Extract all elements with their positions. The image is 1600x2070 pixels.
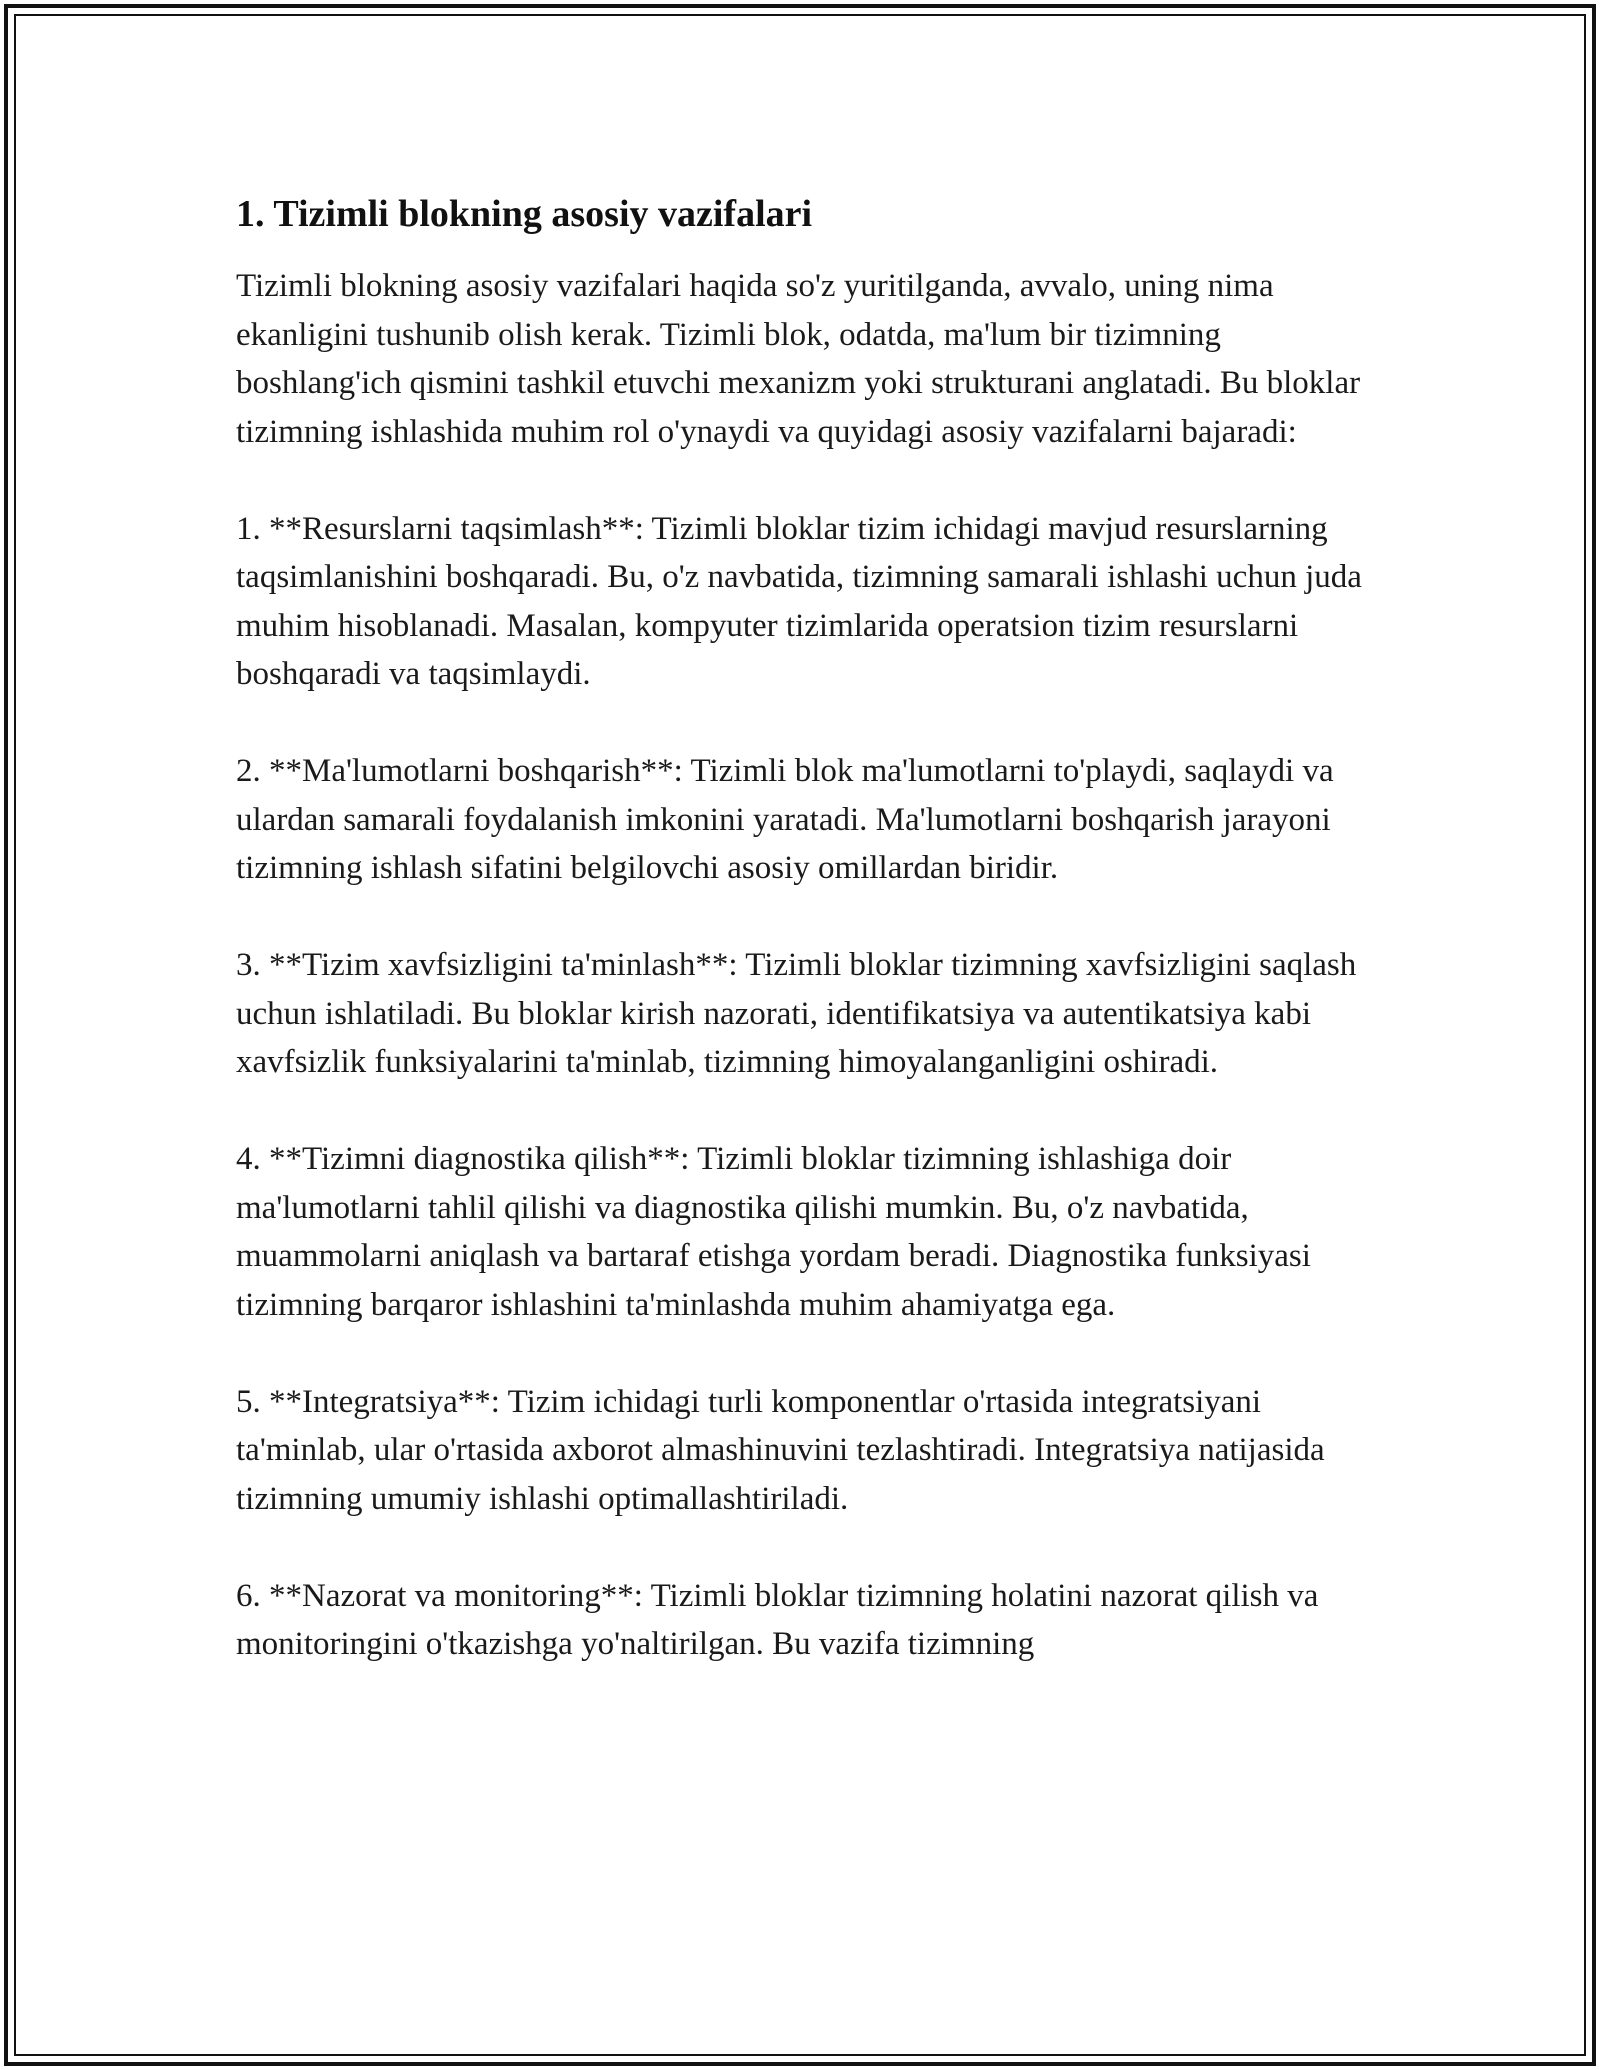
document-body bbox=[236, 188, 1376, 1669]
section-heading: 1. Tizimli blokning asosiy vazifalari bbox=[236, 193, 813, 235]
list-item-data-management: 2. **Ma'lumotlarni boshqarish**: Tizimli blok ma'lumotlarni to'playdi, saqlaydi va ulardan samarali foydalanish imkonini yaratadi. Ma'lumotlarni boshqarish jarayoni tizimning ishlash sifatini belgilovchi asosiy omillardan biridir. bbox=[236, 753, 1334, 886]
list-item-monitoring: 6. **Nazorat va monitoring**: Tizimli bloklar tizimning holatini nazorat qilish va monitoringini o'tkazishga yo'naltirilgan. Bu vazifa tizimning bbox=[236, 1577, 1319, 1662]
list-item-resources: 1. **Resurslarni taqsimlash**: Tizimli bloklar tizim ichidagi mavjud resurslarning taqsimlanishini boshqaradi. Bu, o'z navbatida, tizimning samarali ishlashi uchun juda muhim hisoblanadi. Masalan, kompyuter tizimlarida operatsion tizim resurslarni boshqaradi va taqsimlaydi. bbox=[236, 510, 1362, 692]
list-item-security: 3. **Tizim xavfsizligini ta'minlash**: Tizimli bloklar tizimning xavfsizligini saqlash uchun ishlatiladi. Bu bloklar kirish nazorati, identifikatsiya va autentikatsiya kabi xavfsizlik funksiyalarini ta'minlab, tizimning himoyalanganligini oshiradi. bbox=[236, 947, 1357, 1080]
list-item-integration: 5. **Integratsiya**: Tizim ichidagi turli komponentlar o'rtasida integratsiyani ta'minlab, ular o'rtasida axborot almashinuvini tezlashtiradi. Integratsiya natijasida tizimning umumiy ishlashi optimallashtiriladi. bbox=[236, 1383, 1325, 1517]
intro-paragraph: Tizimli blokning asosiy vazifalari haqida so'z yuritilganda, avvalo, uning nima ekanligini tushunib olish kerak. Tizimli blok, odatda, ma'lum bir tizimning boshlang'ich qismini tashkil etuvchi mexanizm yoki strukturani anglatadi. Bu bloklar tizimning ishlashida muhim rol o'ynaydi va quyidagi asosiy vazifalarni bajaradi: bbox=[236, 268, 1361, 450]
list-item-diagnostics: 4. **Tizimni diagnostika qilish**: Tizimli bloklar tizimning ishlashiga doir ma'lumotlarni tahlil qilishi va diagnostika qilishi mumkin. Bu, o'z navbatida, muammolarni aniqlash va bartaraf etishga yordam beradi. Diagnostika funksiyasi tizimning barqaror ishlashini ta'minlashda muhim ahamiyatga ega. bbox=[236, 1141, 1311, 1323]
